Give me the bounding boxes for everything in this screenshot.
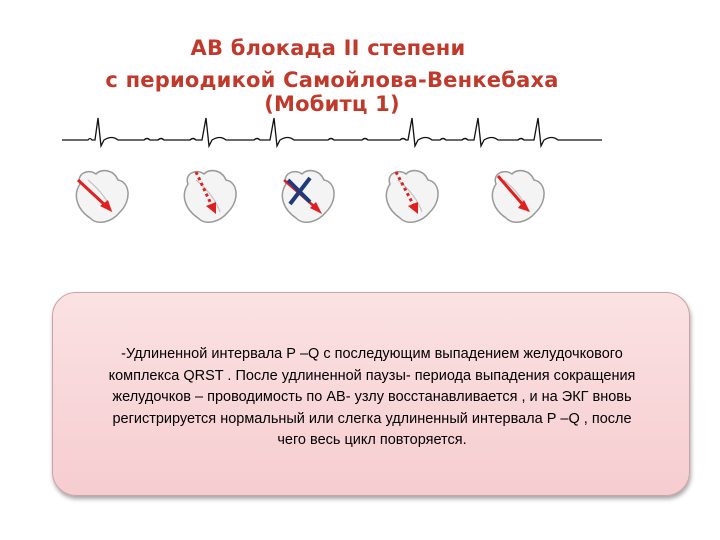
heart-conduction-icon xyxy=(380,166,444,228)
heart-blocked-icon xyxy=(276,166,340,228)
heart-conduction-icon xyxy=(70,166,134,228)
ecg-trace xyxy=(62,104,602,156)
heart-conduction-icon xyxy=(178,166,242,228)
slide-title-line1: АВ блокада II степени xyxy=(190,36,466,60)
heart-conduction-icon xyxy=(486,166,550,228)
description-text: -Удлиненной интервала Р –Q с последующим выпадением желудочкового комплекса QRST . После удлиненной паузы- периода выпадения сокращения желудочков – проводимость по АВ- узлу восстанавливается , и на ЭКГ вновь регистрируется нормальный или слегка удлиненный интервала Р –Q , после чего весь цикл повторяется. xyxy=(108,346,636,448)
slide-title-line2: с периодикой Самойлова-Венкебаха (Мобитц 1) xyxy=(105,68,559,116)
